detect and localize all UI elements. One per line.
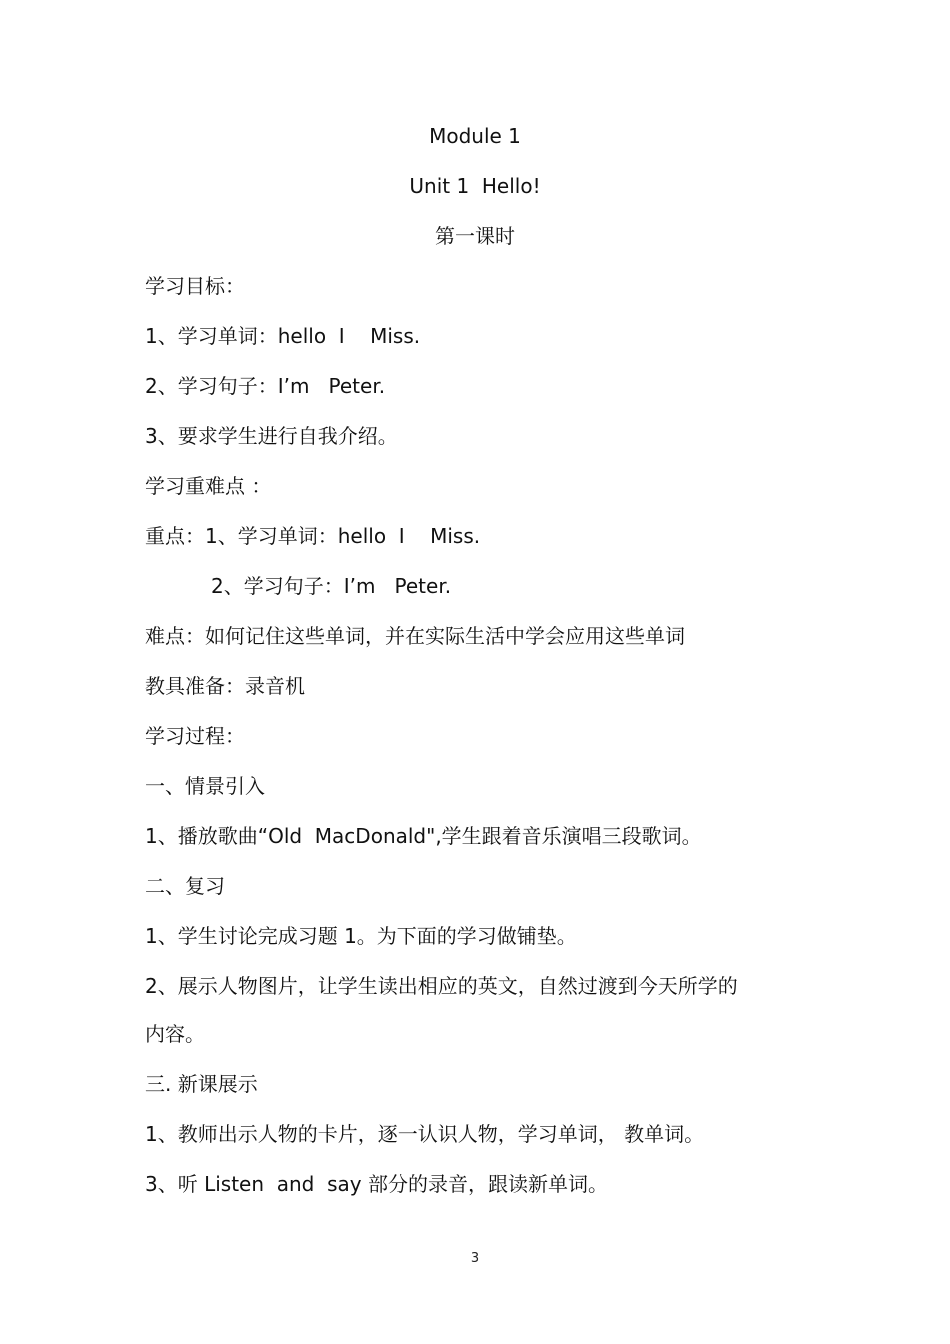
section-two-heading: 二、复习 xyxy=(145,874,225,898)
unit-title: Unit 1 Hello! xyxy=(409,174,541,198)
process-heading: 学习过程： xyxy=(145,724,245,748)
section-one-line-1: 1、播放歌曲“Old MacDonald",学生跟着音乐演唱三段歌词。 xyxy=(145,824,702,848)
goal-line-3: 3、要求学生进行自我介绍。 xyxy=(145,424,398,448)
key-points-heading: 学习重难点 ： xyxy=(145,474,272,498)
section-three-line-3: 3、听 Listen and say 部分的录音，跟读新单词。 xyxy=(145,1172,608,1196)
section-two-line-2: 2、展示人物图片，让学生读出相应的英文，自然过渡到今天所学的 xyxy=(145,974,738,998)
difficulty-line: 难点：如何记住这些单词，并在实际生活中学会应用这些单词 xyxy=(145,624,685,648)
goal-line-1: 1、学习单词：hello I Miss. xyxy=(145,324,421,348)
page-number: 3 xyxy=(470,1251,480,1266)
section-two-line-2-continued: 内容。 xyxy=(145,1022,205,1046)
section-three-line-1: 1、教师出示人物的卡片，逐一认识人物，学习单词， 教单词。 xyxy=(145,1122,705,1146)
goal-line-2: 2、学习句子：I’m Peter. xyxy=(145,374,386,398)
section-one-heading: 一、情景引入 xyxy=(145,774,265,798)
lesson-title: 第一课时 xyxy=(435,224,515,248)
key-point-line-2: 2、学习句子：I’m Peter. xyxy=(211,574,452,598)
section-two-line-1: 1、学生讨论完成习题 1。为下面的学习做铺垫。 xyxy=(145,924,577,948)
key-point-line-1: 重点：1、学习单词：hello I Miss. xyxy=(145,524,481,548)
module-title: Module 1 xyxy=(429,124,521,148)
section-three-heading: 三. 新课展示 xyxy=(145,1072,258,1096)
learning-goals-heading: 学习目标： xyxy=(145,274,245,298)
materials-line: 教具准备：录音机 xyxy=(145,674,305,698)
